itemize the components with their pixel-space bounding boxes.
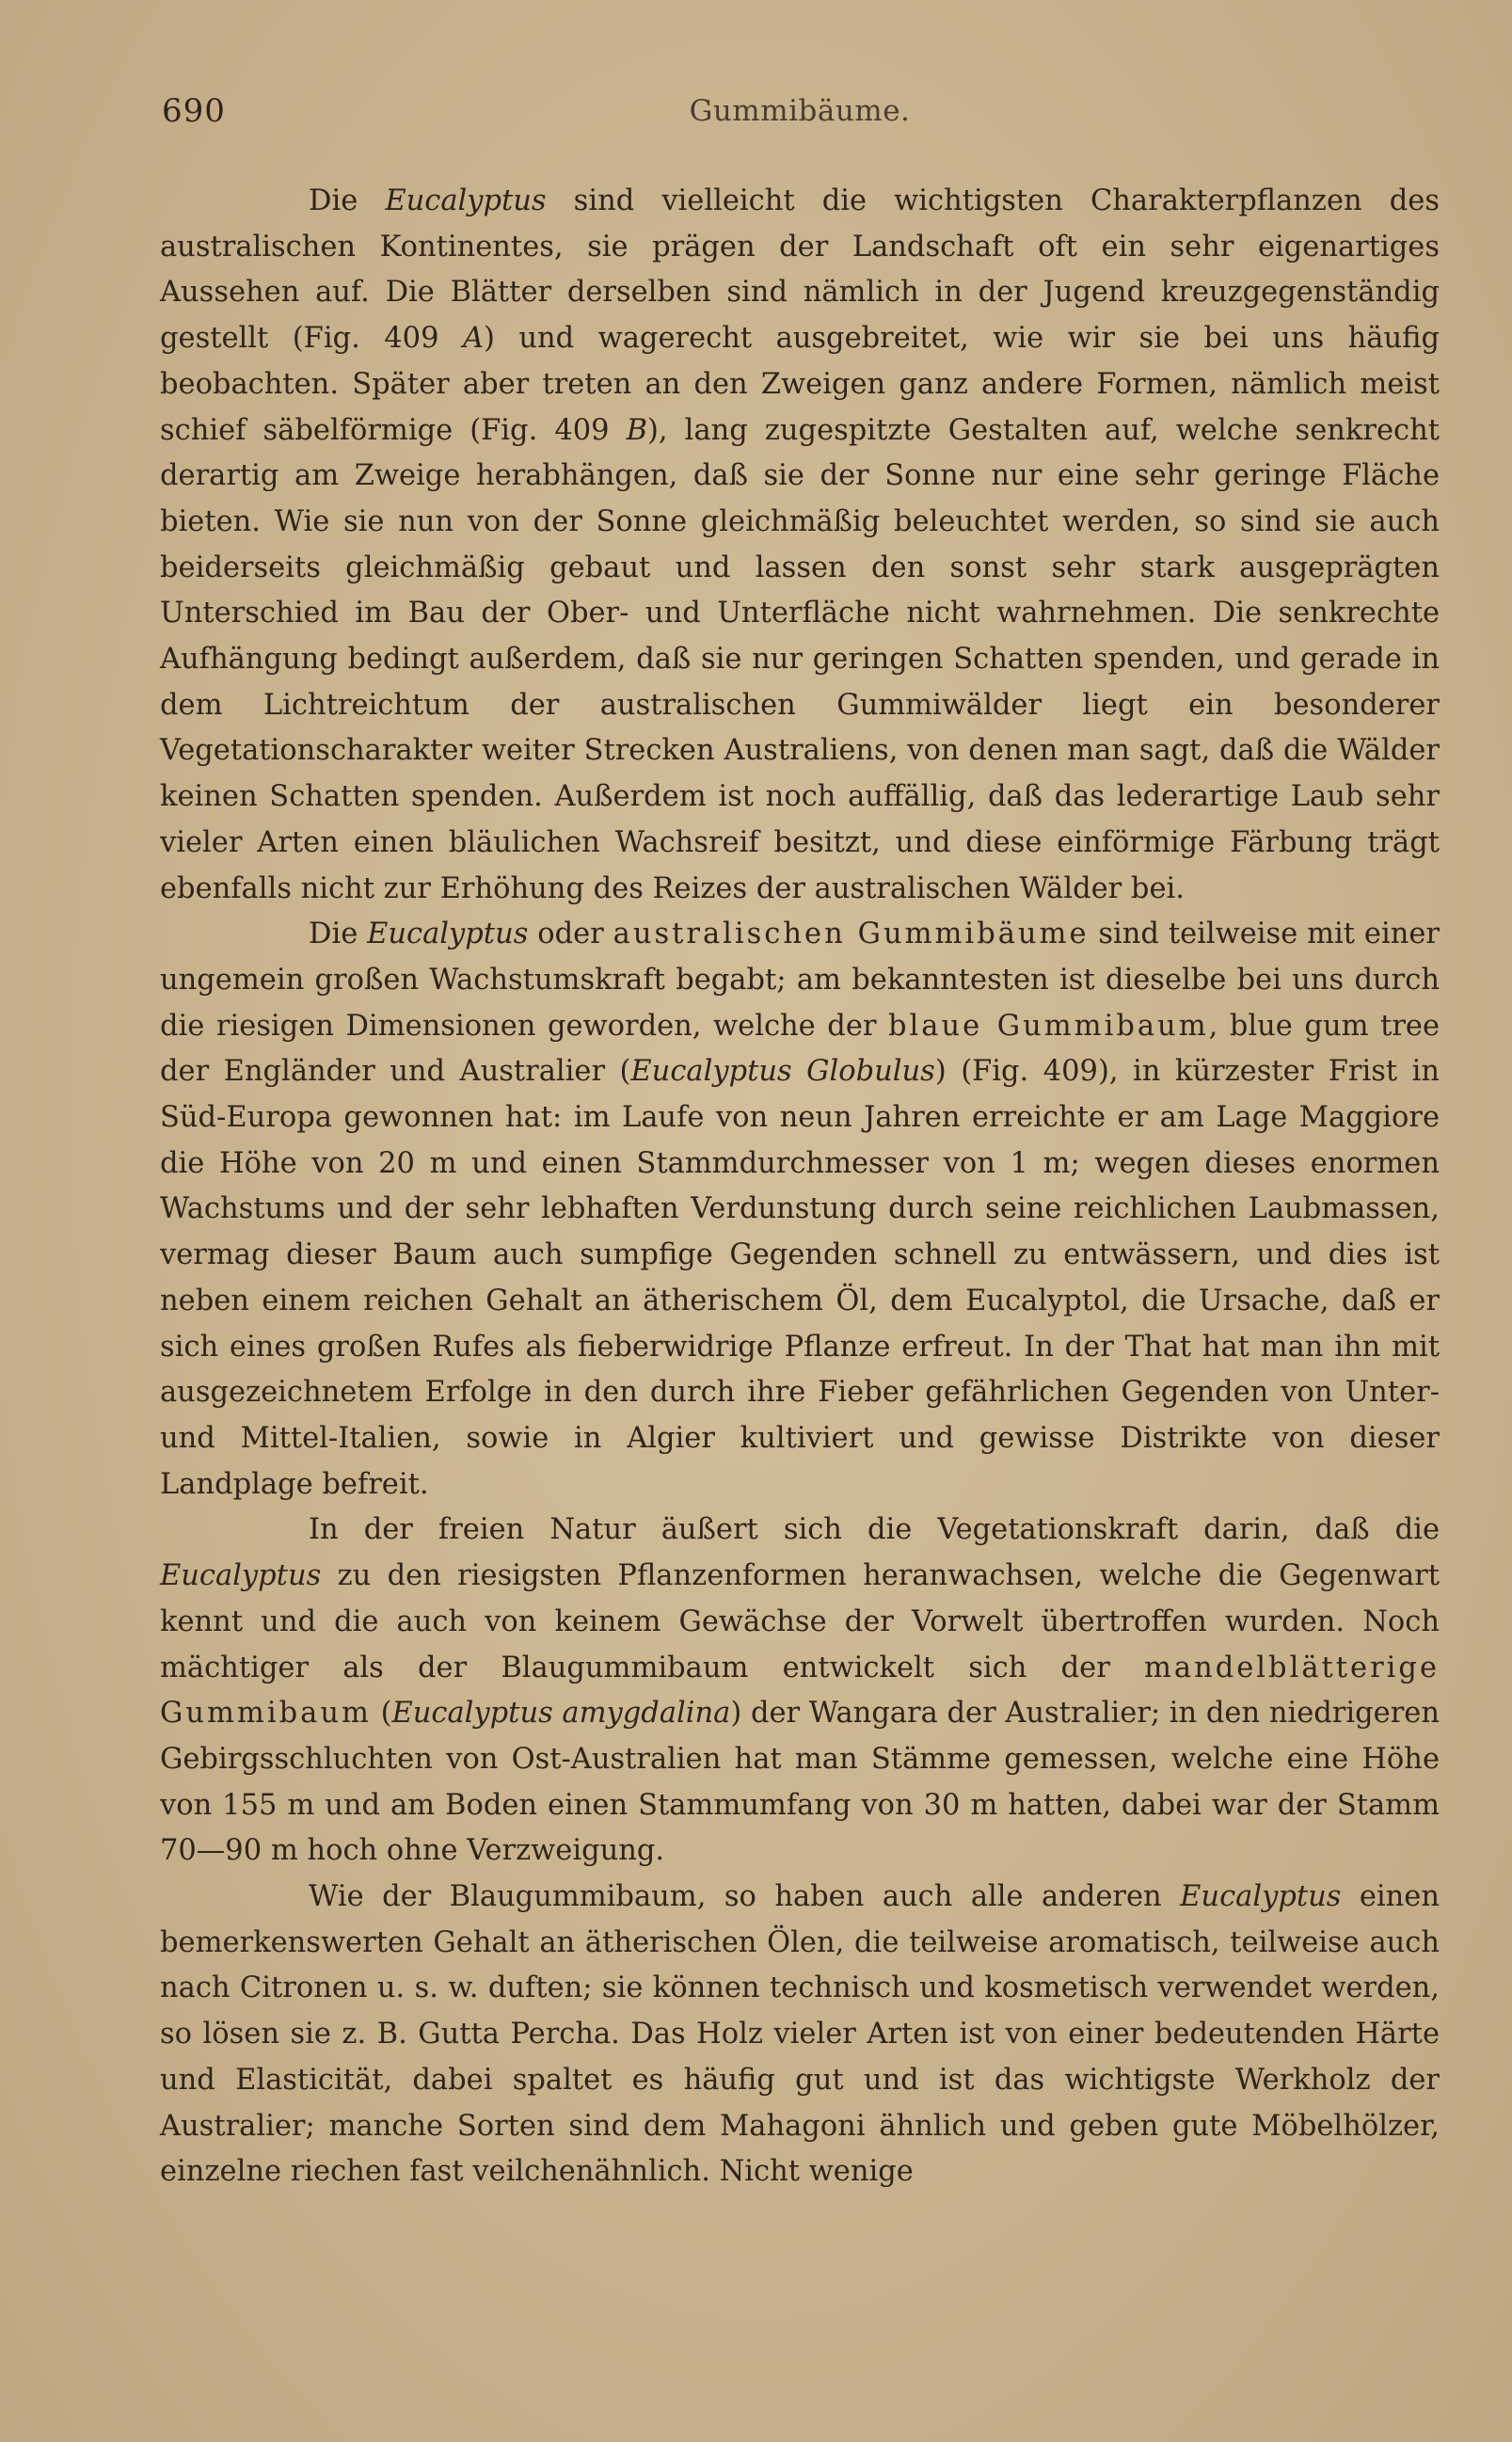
text-run: Wie der Blaugummibaum, so haben auch alle anderen [309,1880,1181,1914]
italic-term: Eucalyptus [367,918,529,951]
text-run: oder [528,918,613,951]
italic-term: Eucalyptus [160,1559,322,1593]
spaced-term: mandelblätterige Gummibaum [160,1651,1440,1731]
text-run: sind teilweise mit einer ungemein großen Wachstumskraft begabt; am bekanntesten ist dieselbe bei uns durch die riesigen Dimensionen geworden, welche der [160,918,1440,1043]
text-run: Die [309,918,368,951]
text-run: einen bemerkenswerten Gehalt an ätherischen Ölen, die teilweise aromatisch, teilweise auch nach Citronen u. s. w. duften; sie können technisch und kosmetisch verwendet werden, so lösen sie z. B. Gutta Percha. Das Holz vieler Arten ist von einer bedeutenden Härte und Elasticität, dabei spaltet es häufig gut und ist das wichtigste Werkholz der Australier; manche Sorten sind dem Mahagoni ähnlich und geben gute Möbelhölzer, einzelne riechen fast veilchenähnlich. Nicht wenige [160,1880,1440,2189]
italic-term: Eucalyptus [1180,1880,1342,1914]
paragraph-3 [160,1508,1440,1875]
running-head: Gummibäume. [689,94,911,128]
text-run: ), lang zugespitzte Gestalten auf, welche senkrecht derartig am Zweige herabhängen, daß sie der Sonne nur eine sehr geringe Fläche bieten. Wie sie nun von der Sonne gleichmäßig beleuchtet werden, so sind sie auch beiderseits gleichmäßig gebaut und lassen den sonst sehr stark ausgeprägten Unterschied im Bau der Ober- und Unterfläche nicht wahrnehmen. Die senkrechte Aufhängung bedingt außerdem, daß sie nur geringen Schatten spenden, und gerade in dem Lichtreichtum der australischen Gummiwälder liegt ein besonderer Vegetationscharakter weiter Strecken Australiens, von denen man sagt, daß die Wälder keinen Schatten spenden. Außerdem ist noch auffällig, daß das lederartige Laub sehr vieler Arten einen bläulichen Wachsreif besitzt, und diese einförmige Färbung trägt ebenfalls nicht zur Erhöhung des Reizes der australischen Wälder bei. [160,413,1440,905]
italic-term: B [626,413,648,447]
text-run: zu den riesigsten Pflanzenformen heranwachsen, welche die Gegenwart kennt und die auch von keinem Gewächse der Vorwelt übertroffen wurden. Noch mächtiger als der Blaugummibaum entwickelt sich der [160,1559,1440,1684]
paragraph-2 [160,912,1440,1508]
text-run: ) und wagerecht ausgebreitet, wie wir sie bei uns häufig beobachten. Später aber treten an den Zweigen ganz andere Formen, nämlich meist schief säbelförmige (Fig. 409 [160,322,1440,447]
text-run: , blue gum tree der Engländer und Australier ( [160,1009,1440,1089]
text-run: ( [371,1697,392,1731]
italic-term: A [462,322,484,356]
paragraph-1 [160,179,1440,912]
text-run: In der freien Natur äußert sich die Vegetationskraft darin, daß die [309,1513,1440,1547]
text-run: sind vielleicht die wichtigsten Charakterpflanzen des australischen Kontinentes, sie prägen der Landschaft oft ein sehr eigenartiges Aussehen auf. Die Blätter derselben sind nämlich in der Jugend kreuzgegenständig gestellt (Fig. 409 [160,184,1440,356]
body-text [160,179,1440,2195]
italic-term: Eucalyptus Globulus [630,1055,935,1089]
page-number: 690 [162,92,226,130]
text-run: ) (Fig. 409), in kürzester Frist in Süd-Europa gewonnen hat: im Laufe von neun Jahren erreichte er am Lage Maggiore die Höhe von 20 m und einen Stammdurchmesser von 1 m; wegen dieses enormen Wachstums und der sehr lebhaften Verdunstung durch seine reichlichen Laubmassen, vermag dieser Baum auch sumpfige Gegenden schnell zu entwässern, und dies ist neben einem reichen Gehalt an ätherischem Öl, dem Eucalyptol, die Ursache, daß er sich eines großen Rufes als fieberwidrige Pflanze erfreut. In der That hat man ihn mit ausgezeichnetem Erfolge in den durch ihre Fieber gefährlichen Gegenden von Unter- und Mittel-Italien, sowie in Algier kultiviert und gewisse Distrikte von dieser Landplage befreit. [160,1055,1440,1501]
text-run: ) der Wangara der Australier; in den niedrigeren Gebirgsschluchten von Ost-Australien hat man Stämme gemessen, welche eine Höhe von 155 m und am Boden einen Stammumfang von 30 m hatten, dabei war der Stamm 70—90 m hoch ohne Verzweigung. [160,1697,1440,1868]
paragraph-4 [160,1875,1440,2195]
spaced-term: australischen Gummibäume [613,918,1090,951]
italic-term: Eucalyptus [385,184,547,217]
italic-term: Eucalyptus amygdalina [391,1697,731,1731]
text-run: Die [309,184,386,217]
page-header [160,92,1440,139]
spaced-term: blaue Gummibaum [888,1009,1209,1043]
